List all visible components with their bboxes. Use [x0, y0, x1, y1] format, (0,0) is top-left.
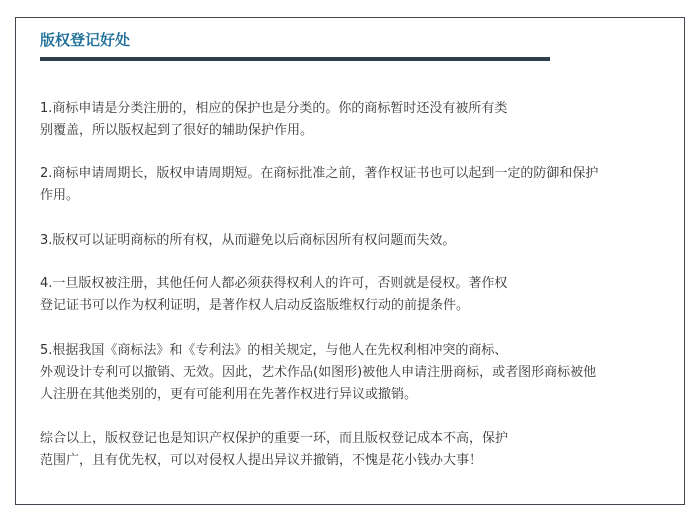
paragraph-line: 范围广，且有优先权，可以对侵权人提出异议并撤销，不愧是花小钱办大事！	[40, 453, 483, 468]
paragraph-2	[40, 163, 670, 207]
content-card	[15, 17, 685, 505]
paragraph-summary	[40, 428, 670, 472]
paragraph-5	[40, 340, 670, 406]
paragraph-line: 2.商标申请周期长，版权申请周期短。在商标批准之前，著作权证书也可以起到一定的防御和保护	[40, 166, 599, 181]
paragraph-line: 登记证书可以作为权利证明，是著作权人启动反盗版维权行动的前提条件。	[40, 298, 470, 313]
paragraph-line: 综合以上，版权登记也是知识产权保护的重要一环，而且版权登记成本不高，保护	[40, 431, 509, 446]
paragraph-4	[40, 273, 670, 317]
paragraph-line: 4.一旦版权被注册，其他任何人都必须获得权利人的许可，否则就是侵权。著作权	[40, 276, 508, 291]
paragraph-1	[40, 98, 670, 142]
paragraph-line: 别覆盖，所以版权起到了很好的辅助保护作用。	[40, 123, 314, 138]
paragraph-line: 外观设计专利可以撤销、无效。因此，艺术作品(如图形)被他人申请注册商标，或者图形商标被他	[40, 365, 597, 380]
paragraph-line: 1.商标申请是分类注册的，相应的保护也是分类的。你的商标暂时还没有被所有类	[40, 101, 508, 116]
title-underline	[40, 57, 550, 61]
paragraph-line: 5.根据我国《商标法》和《专利法》的相关规定，与他人在先权利相冲突的商标、	[40, 343, 508, 358]
paragraph-3	[40, 230, 670, 252]
paragraph-line: 作用。	[40, 188, 80, 203]
paragraph-line: 人注册在其他类别的，更有可能利用在先著作权进行异议或撤销。	[40, 387, 418, 402]
paragraph-line: 3.版权可以证明商标的所有权，从而避免以后商标因所有权问题而失效。	[40, 233, 456, 248]
section-title: 版权登记好处	[40, 31, 131, 49]
